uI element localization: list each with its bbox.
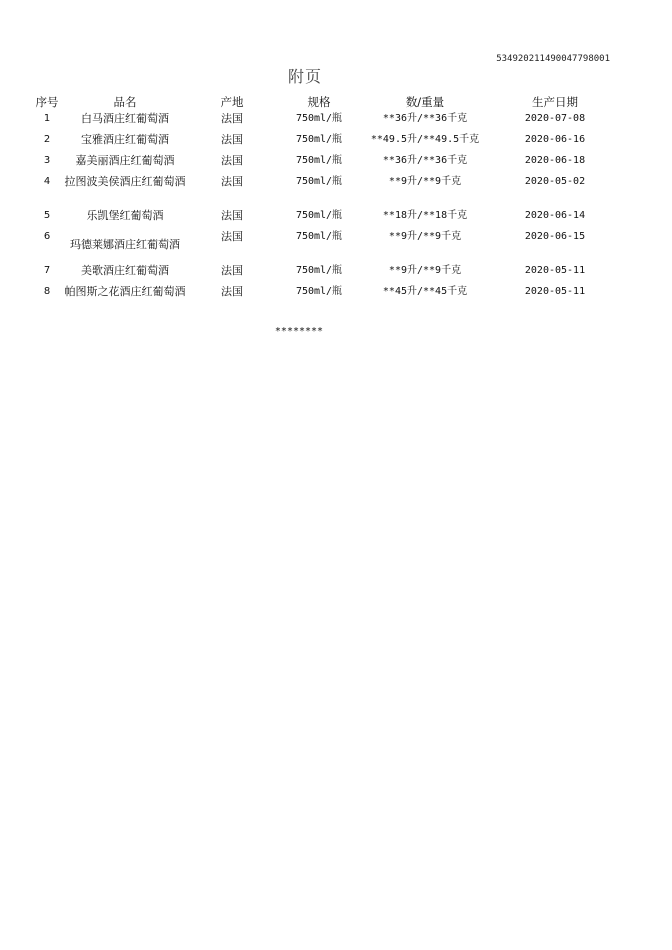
table-row	[30, 133, 620, 154]
row-index: 1	[43, 113, 51, 124]
table-row	[30, 154, 620, 175]
header-origin: 产地	[220, 95, 244, 109]
header-name: 品名	[113, 95, 137, 109]
row-spec: 750ml/瓶	[295, 113, 343, 124]
goods-table	[30, 92, 620, 319]
header-qty: 数/重量	[405, 95, 445, 109]
row-spec: 750ml/瓶	[295, 210, 343, 221]
row-spec: 750ml/瓶	[295, 231, 343, 242]
row-origin: 法国	[221, 154, 243, 167]
row-index: 2	[43, 134, 51, 145]
row-name: 白马酒庄红葡萄酒	[81, 112, 169, 125]
row-name: 嘉美丽酒庄红葡萄酒	[75, 154, 175, 167]
row-qty: **9升/**9千克	[388, 176, 462, 187]
row-name: 乐凯堡红葡萄酒	[86, 209, 164, 222]
row-qty: **36升/**36千克	[382, 113, 468, 124]
row-date: 2020-05-02	[524, 176, 586, 187]
row-spec: 750ml/瓶	[295, 265, 343, 276]
row-date: 2020-06-16	[524, 134, 586, 145]
row-origin: 法国	[221, 209, 243, 222]
row-origin: 法国	[221, 112, 243, 125]
row-name: 拉图波美侯酒庄红葡萄酒	[64, 175, 186, 188]
row-origin: 法国	[221, 175, 243, 188]
row-date: 2020-06-18	[524, 155, 586, 166]
row-origin: 法国	[221, 264, 243, 277]
row-qty: **9升/**9千克	[388, 265, 462, 276]
row-name: 美歌酒庄红葡萄酒	[81, 264, 169, 277]
row-date: 2020-05-11	[524, 265, 586, 276]
table-row	[30, 209, 620, 230]
row-spec: 750ml/瓶	[295, 176, 343, 187]
page-title: 附页	[287, 67, 322, 86]
row-index: 4	[43, 176, 51, 187]
row-index: 6	[43, 231, 51, 242]
row-date: 2020-06-14	[524, 210, 586, 221]
end-of-list-mark: ********	[274, 326, 324, 337]
row-date: 2020-06-15	[524, 231, 586, 242]
header-spec: 规格	[307, 95, 331, 109]
table-row	[30, 285, 620, 319]
row-spec: 750ml/瓶	[295, 134, 343, 145]
row-spec: 750ml/瓶	[295, 286, 343, 297]
row-index: 7	[43, 265, 51, 276]
row-index: 3	[43, 155, 51, 166]
row-name: 玛德莱娜酒庄红葡萄酒	[70, 238, 180, 251]
table-row	[30, 230, 620, 264]
row-name: 宝雅酒庄红葡萄酒	[81, 133, 169, 146]
row-spec: 750ml/瓶	[295, 155, 343, 166]
table-row	[30, 175, 620, 209]
row-qty: **49.5升/**49.5千克	[370, 134, 480, 145]
document-number: 534920211490047798001	[496, 54, 610, 64]
row-date: 2020-05-11	[524, 286, 586, 297]
row-qty: **45升/**45千克	[382, 286, 468, 297]
header-index: 序号	[35, 95, 59, 109]
row-origin: 法国	[221, 133, 243, 146]
table-header-row	[30, 92, 620, 112]
row-name: 帕图斯之花酒庄红葡萄酒	[64, 285, 186, 298]
row-qty: **9升/**9千克	[388, 231, 462, 242]
table-row	[30, 112, 620, 133]
row-qty: **36升/**36千克	[382, 155, 468, 166]
row-origin: 法国	[221, 230, 243, 243]
row-index: 5	[43, 210, 51, 221]
header-date: 生产日期	[532, 95, 578, 109]
row-qty: **18升/**18千克	[382, 210, 468, 221]
table-row	[30, 264, 620, 285]
row-date: 2020-07-08	[524, 113, 586, 124]
row-index: 8	[43, 286, 51, 297]
row-origin: 法国	[221, 285, 243, 298]
